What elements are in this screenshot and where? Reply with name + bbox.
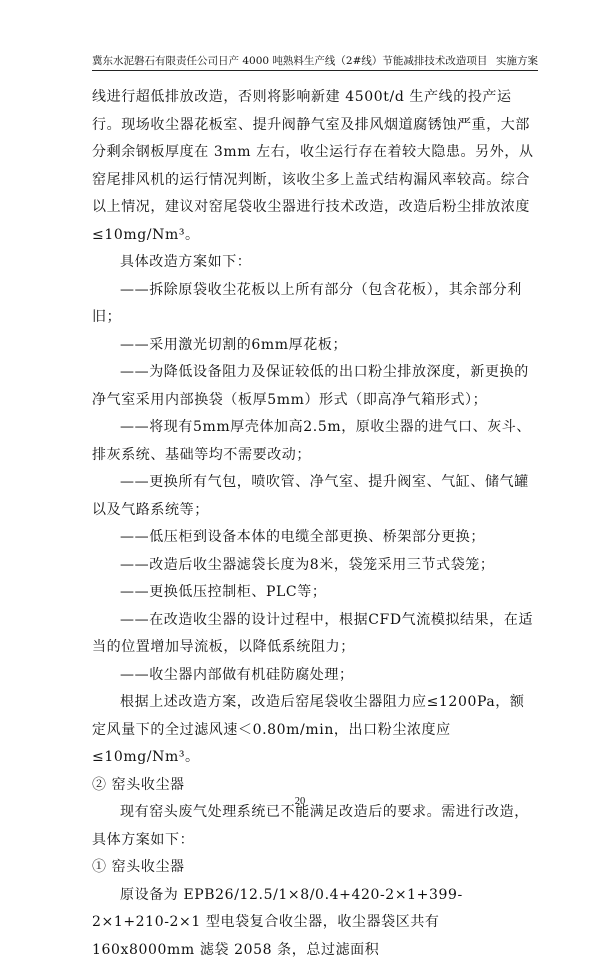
paragraph-intro-continuation: 线进行超低排放改造，否则将影响新建 4500t/d 生产线的投产运行。现场收尘器花板室、提升阀静气室及排风烟道腐锈蚀严重，大部分剩余钢板厚度在 3mm 左右，收尘运行存在着较大隐患。另外，从窑尾排风机的运行情况判断，该收尘多上盖式结构漏风率较高。综合以上情况，建议对窑尾袋收尘器进行技术改造，改造后粉尘排放浓度≤10mg/Nm³。 <box>92 84 538 249</box>
section-heading-kiln-head: ② 窑头收尘器 <box>92 772 538 800</box>
document-body <box>92 84 538 964</box>
list-item: ——在改造收尘器的设计过程中，根据CFD气流模拟结果，在适当的位置增加导流板，以降低系统阻力； <box>92 607 538 662</box>
list-item: ——将现有5mm厚壳体加高2.5m，原收尘器的进气口、灰斗、排灰系统、基础等均不需要改动； <box>92 414 538 469</box>
list-item: ——为降低设备阻力及保证较低的出口粉尘排放深度，新更换的净气室采用内部换袋（板厚5mm）形式（即高净气箱形式）； <box>92 359 538 414</box>
paragraph-summary: 根据上述改造方案，改造后窑尾袋收尘器阻力应≤1200Pa，额定风量下的全过滤风速＜0.80m/min，出口粉尘浓度应≤10mg/Nm³。 <box>92 689 538 772</box>
header-section-label: 实施方案 <box>496 52 538 70</box>
paragraph-plan-heading: 具体改造方案如下： <box>92 249 538 277</box>
list-item: ——拆除原袋收尘花板以上所有部分（包含花板），其余部分利旧； <box>92 277 538 332</box>
list-item: ——改造后收尘器滤袋长度为8米，袋笼采用三节式袋笼； <box>92 552 538 580</box>
list-item: ——采用激光切割的6mm厚花板； <box>92 332 538 360</box>
subsection-heading-kiln-head-collector: ① 窑头收尘器 <box>92 854 538 882</box>
list-item: ——收尘器内部做有机硅防腐处理； <box>92 662 538 690</box>
page-number: 20 <box>0 796 600 807</box>
list-item: ——更换低压控制柜、PLC等； <box>92 579 538 607</box>
header-project-title: 冀东水泥磐石有限责任公司日产 4000 吨熟料生产线（2#线）节能减排技术改造项目 <box>92 52 487 70</box>
list-item: ——低压柜到设备本体的电缆全部更换、桥架部分更换； <box>92 524 538 552</box>
list-item: ——更换所有气包，喷吹管、净气室、提升阀室、气缸、储气罐以及气路系统等； <box>92 469 538 524</box>
paragraph-kiln-head-intro: 现有窑头废气处理系统已不能满足改造后的要求。需进行改造，具体方案如下： <box>92 799 538 854</box>
page-header <box>92 52 538 71</box>
paragraph-original-equipment: 原设备为 EPB26/12.5/1×8/0.4+420-2×1+399-2×1+210-2×1 型电袋复合收尘器，收尘器袋区共有 160x8000mm 滤袋 2058 条，总过滤面积 <box>92 882 538 964</box>
